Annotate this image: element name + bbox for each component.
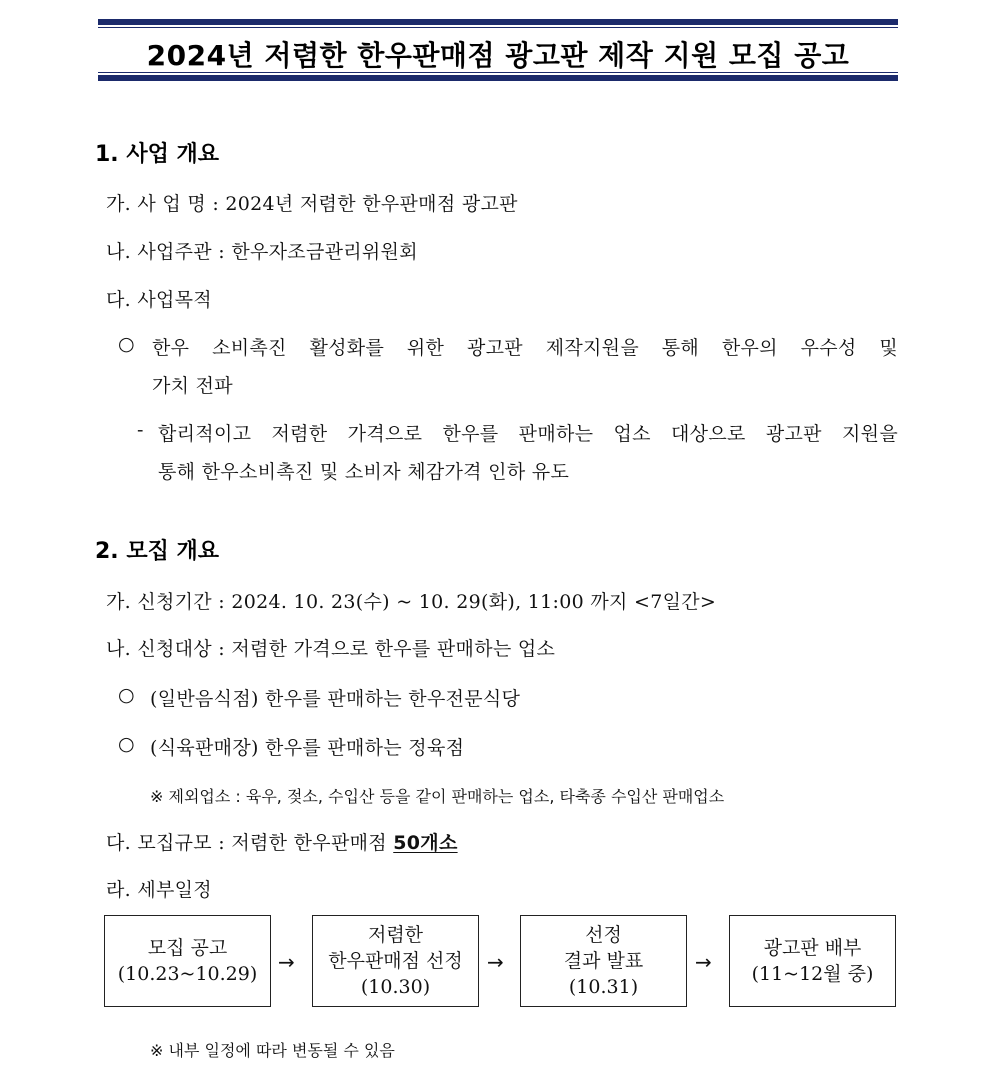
purpose-text-2b: 통해 한우소비촉진 및 소비자 체감가격 인하 유도 xyxy=(158,461,570,483)
section2-heading: 2. 모집 개요 xyxy=(95,539,219,564)
purpose-text-2a: 합리적이고 저렴한 가격으로 한우를 판매하는 업소 대상으로 광고판 지원을 xyxy=(158,423,898,445)
scale-prefix: 다. 모집규모 : 저렴한 한우판매점 xyxy=(106,832,394,854)
bullet-circle-icon: ○ xyxy=(118,684,135,706)
schedule-step-3 xyxy=(520,915,687,1007)
target-item-1: (일반음식점) 한우를 판매하는 한우전문식당 xyxy=(150,688,521,710)
bullet-circle-icon: ○ xyxy=(118,733,135,755)
schedule-label: 라. 세부일정 xyxy=(106,879,212,901)
footer-note: ※ 내부 일정에 따라 변동될 수 있음 xyxy=(150,1041,395,1060)
step-1-title: 모집 공고 xyxy=(147,937,228,959)
step-1-date: (10.23~10.29) xyxy=(117,963,258,985)
project-name-line: 가. 사 업 명 : 2024년 저렴한 한우판매점 광고판 xyxy=(106,193,518,215)
project-host-line: 나. 사업주관 : 한우자조금관리위원회 xyxy=(106,241,418,263)
period-line: 가. 신청기간 : 2024. 10. 23(수) ~ 10. 29(화), 11:00 까지 <7일간> xyxy=(106,591,717,613)
target-line: 나. 신청대상 : 저렴한 가격으로 한우를 판매하는 업소 xyxy=(106,638,556,660)
section1-heading: 1. 사업 개요 xyxy=(95,142,219,167)
step-3-title-1: 선정 xyxy=(585,924,622,946)
schedule-step-2 xyxy=(312,915,479,1007)
scale-value: 50개소 xyxy=(393,832,458,854)
target-item-2: (식육판매장) 한우를 판매하는 정육점 xyxy=(150,737,465,759)
arrow-right-icon: → xyxy=(487,950,504,974)
bullet-circle-icon: ○ xyxy=(118,333,135,355)
schedule-step-1 xyxy=(104,915,271,1007)
title-banner xyxy=(98,19,898,81)
step-2-date: (10.30) xyxy=(360,976,431,998)
arrow-right-icon: → xyxy=(278,950,295,974)
purpose-text-1b: 가치 전파 xyxy=(152,375,233,397)
arrow-right-icon: → xyxy=(695,950,712,974)
scale-line xyxy=(106,828,458,855)
purpose-text-1a: 한우 소비촉진 활성화를 위한 광고판 제작지원을 통해 한우의 우수성 및 xyxy=(152,337,898,359)
project-purpose-label: 다. 사업목적 xyxy=(106,289,212,311)
step-3-title-2: 결과 발표 xyxy=(563,950,644,972)
step-4-title: 광고판 배부 xyxy=(763,937,862,959)
step-3-date: (10.31) xyxy=(568,976,639,998)
exclusion-note: ※ 제외업소 : 육우, 젖소, 수입산 등을 같이 판매하는 업소, 타축종 수입산 판매업소 xyxy=(150,787,725,806)
schedule-step-4 xyxy=(729,915,896,1007)
step-2-title-1: 저렴한 xyxy=(367,924,424,946)
step-2-title-2: 한우판매점 선정 xyxy=(328,950,463,972)
page-title: 2024년 저렴한 한우판매점 광고판 제작 지원 모집 공고 xyxy=(146,39,850,72)
dash-icon: - xyxy=(137,419,144,441)
step-4-date: (11~12월 중) xyxy=(751,963,874,985)
